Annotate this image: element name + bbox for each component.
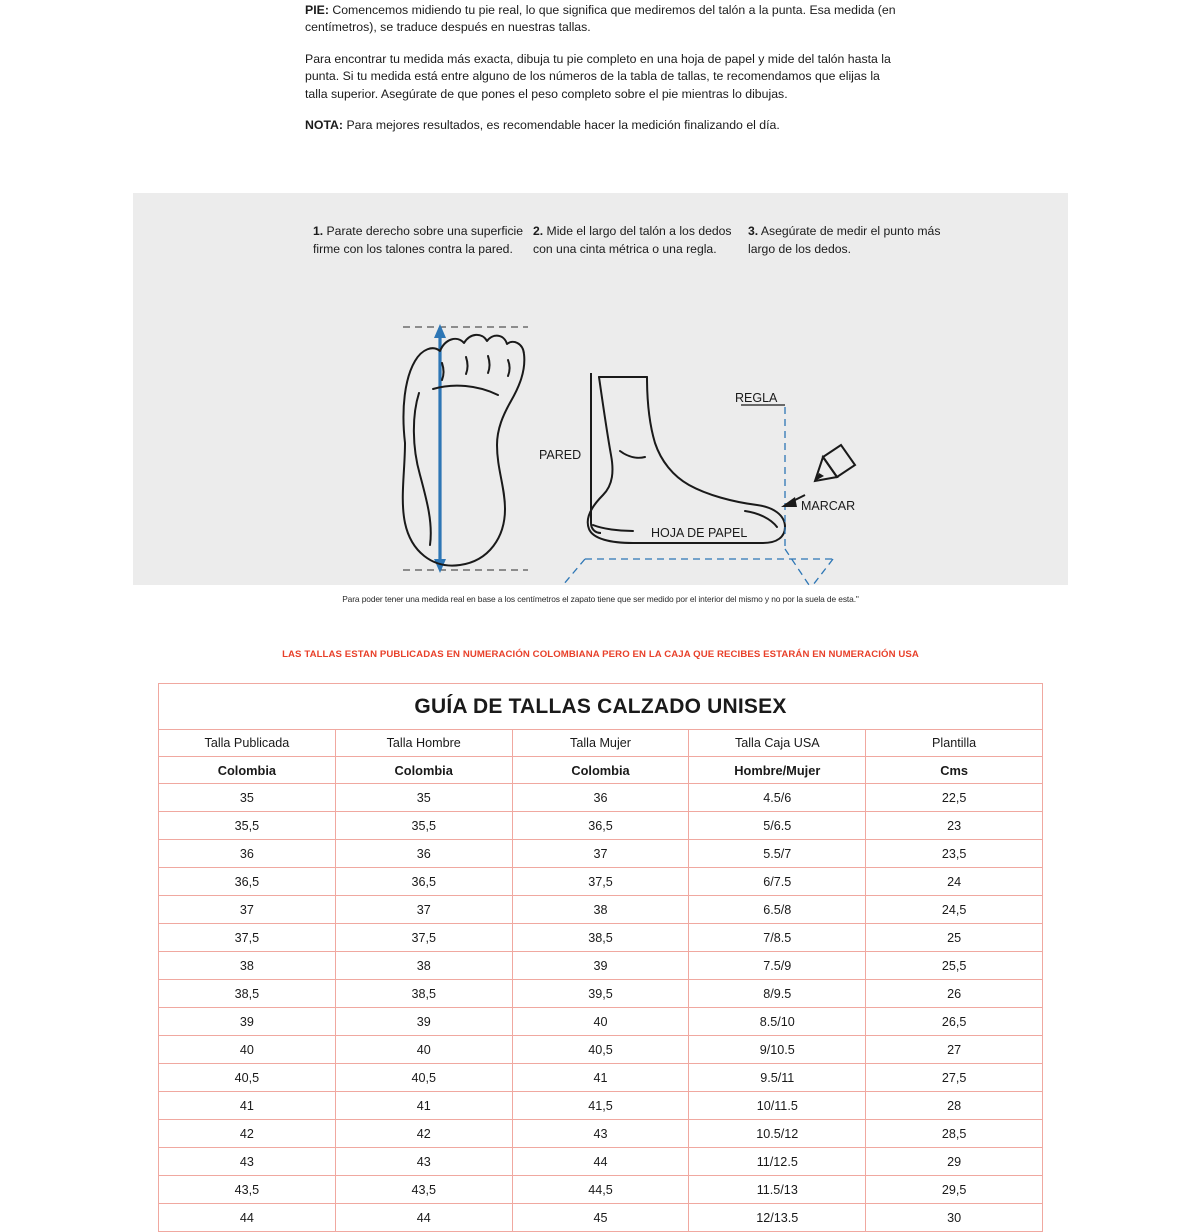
table-cell: 39 — [159, 1008, 336, 1036]
table-cell: 36,5 — [159, 868, 336, 896]
table-cell: 43,5 — [159, 1176, 336, 1204]
table-cell: 39 — [512, 952, 689, 980]
table-cell: 36 — [159, 840, 336, 868]
table-cell: 25 — [866, 924, 1043, 952]
table-cell: 28 — [866, 1092, 1043, 1120]
subheader-colombia-1: Colombia — [159, 757, 336, 784]
table-cell: 35,5 — [159, 812, 336, 840]
table-row — [159, 868, 1043, 896]
intro-label-pie: PIE: — [305, 3, 329, 17]
table-cell: 40 — [335, 1036, 512, 1064]
table-cell: 42 — [335, 1120, 512, 1148]
table-cell: 12/13.5 — [689, 1204, 866, 1232]
intro-paragraph-3-text: Para mejores resultados, es recomendable hacer la medición finalizando el día. — [343, 118, 780, 133]
illustration-panel — [133, 193, 1068, 585]
table-cell: 26,5 — [866, 1008, 1043, 1036]
table-cell: 24 — [866, 868, 1043, 896]
table-row — [159, 840, 1043, 868]
table-header-row-sub — [159, 757, 1043, 784]
table-cell: 43 — [335, 1148, 512, 1176]
subheader-colombia-3: Colombia — [512, 757, 689, 784]
table-cell: 44 — [335, 1204, 512, 1232]
table-cell: 11.5/13 — [689, 1176, 866, 1204]
step-number-1: 1. — [313, 224, 324, 238]
table-cell: 4.5/6 — [689, 784, 866, 812]
table-row — [159, 1092, 1043, 1120]
table-cell: 39,5 — [512, 980, 689, 1008]
table-cell: 43,5 — [335, 1176, 512, 1204]
table-cell: 38,5 — [512, 924, 689, 952]
table-cell: 40,5 — [512, 1036, 689, 1064]
table-cell: 30 — [866, 1204, 1043, 1232]
table-cell: 37 — [512, 840, 689, 868]
table-cell: 11/12.5 — [689, 1148, 866, 1176]
table-cell: 7.5/9 — [689, 952, 866, 980]
subheader-colombia-2: Colombia — [335, 757, 512, 784]
table-cell: 28,5 — [866, 1120, 1043, 1148]
table-title: GUÍA DE TALLAS CALZADO UNISEX — [159, 684, 1043, 730]
table-row — [159, 980, 1043, 1008]
header-plantilla: Plantilla — [866, 730, 1043, 757]
paper-dashed-line — [563, 559, 833, 585]
step-text-2: Mide el largo del talón a los dedos con una cinta métrica o una regla. — [533, 224, 732, 256]
header-talla-mujer: Talla Mujer — [512, 730, 689, 757]
label-marcar: MARCAR — [801, 499, 856, 513]
table-row — [159, 1120, 1043, 1148]
table-cell: 29 — [866, 1148, 1043, 1176]
numbering-notice: LAS TALLAS ESTAN PUBLICADAS EN NUMERACIÓN COLOMBIANA PERO EN LA CAJA QUE RECIBES ESTARÁN EN NUMERACIÓN USA — [282, 649, 919, 660]
table-cell: 44 — [159, 1204, 336, 1232]
table-cell: 45 — [512, 1204, 689, 1232]
intro-paragraph-3 — [305, 117, 905, 134]
table-cell: 43 — [512, 1120, 689, 1148]
table-row — [159, 812, 1043, 840]
table-row — [159, 784, 1043, 812]
table-row — [159, 1036, 1043, 1064]
table-cell: 23 — [866, 812, 1043, 840]
table-cell: 43 — [159, 1148, 336, 1176]
table-cell: 37,5 — [159, 924, 336, 952]
table-cell: 39 — [335, 1008, 512, 1036]
table-cell: 40 — [159, 1036, 336, 1064]
size-table — [158, 683, 1043, 1232]
table-cell: 22,5 — [866, 784, 1043, 812]
table-cell: 35 — [335, 784, 512, 812]
table-cell: 6/7.5 — [689, 868, 866, 896]
table-cell: 10.5/12 — [689, 1120, 866, 1148]
table-row — [159, 896, 1043, 924]
table-cell: 38 — [335, 952, 512, 980]
table-cell: 36,5 — [512, 812, 689, 840]
subheader-hombre-mujer: Hombre/Mujer — [689, 757, 866, 784]
step-number-3: 3. — [748, 224, 759, 238]
table-cell: 41 — [335, 1092, 512, 1120]
table-cell: 41 — [512, 1064, 689, 1092]
table-cell: 37,5 — [335, 924, 512, 952]
table-cell: 44 — [512, 1148, 689, 1176]
label-regla: REGLA — [735, 391, 778, 405]
table-cell: 8.5/10 — [689, 1008, 866, 1036]
table-cell: 25,5 — [866, 952, 1043, 980]
table-cell: 9.5/11 — [689, 1064, 866, 1092]
table-cell: 6.5/8 — [689, 896, 866, 924]
table-cell: 38,5 — [335, 980, 512, 1008]
table-cell: 44,5 — [512, 1176, 689, 1204]
table-cell: 37,5 — [512, 868, 689, 896]
table-row — [159, 1008, 1043, 1036]
table-cell: 5.5/7 — [689, 840, 866, 868]
table-cell: 5/6.5 — [689, 812, 866, 840]
table-cell: 36 — [512, 784, 689, 812]
table-row — [159, 1064, 1043, 1092]
table-cell: 38,5 — [159, 980, 336, 1008]
table-cell: 40,5 — [159, 1064, 336, 1092]
label-hoja-de-papel: HOJA DE PAPEL — [651, 526, 748, 540]
label-pared: PARED — [539, 448, 582, 462]
table-title-row — [159, 684, 1043, 730]
step-text-1: Parate derecho sobre una superficie firme con los talones contra la pared. — [313, 224, 524, 256]
table-cell: 37 — [159, 896, 336, 924]
intro-paragraph-1 — [305, 2, 905, 37]
ruler-dashed-line — [785, 407, 809, 585]
step-text-3: Asegúrate de medir el punto más largo de los dedos. — [748, 224, 941, 256]
table-cell: 7/8.5 — [689, 924, 866, 952]
subheader-cms: Cms — [866, 757, 1043, 784]
table-cell: 35 — [159, 784, 336, 812]
table-cell: 41 — [159, 1092, 336, 1120]
table-cell: 27 — [866, 1036, 1043, 1064]
table-cell: 40 — [512, 1008, 689, 1036]
table-cell: 38 — [159, 952, 336, 980]
header-talla-hombre: Talla Hombre — [335, 730, 512, 757]
table-cell: 35,5 — [335, 812, 512, 840]
table-cell: 8/9.5 — [689, 980, 866, 1008]
table-cell: 38 — [512, 896, 689, 924]
table-cell: 42 — [159, 1120, 336, 1148]
table-cell: 36 — [335, 840, 512, 868]
table-cell: 23,5 — [866, 840, 1043, 868]
foot-outline-icon — [403, 335, 525, 566]
pencil-icon — [815, 445, 855, 481]
step-number-2: 2. — [533, 224, 544, 238]
intro-label-nota: NOTA: — [305, 118, 344, 133]
measurement-diagram — [133, 193, 1068, 585]
table-cell: 40,5 — [335, 1064, 512, 1092]
table-cell: 36,5 — [335, 868, 512, 896]
footprint-measure-arrow — [434, 324, 446, 573]
table-row — [159, 1148, 1043, 1176]
header-talla-caja-usa: Talla Caja USA — [689, 730, 866, 757]
table-row — [159, 1176, 1043, 1204]
table-cell: 10/11.5 — [689, 1092, 866, 1120]
table-cell: 26 — [866, 980, 1043, 1008]
table-cell: 27,5 — [866, 1064, 1043, 1092]
header-talla-publicada: Talla Publicada — [159, 730, 336, 757]
intro-text-block — [305, 0, 905, 149]
table-row — [159, 924, 1043, 952]
table-row — [159, 1204, 1043, 1232]
size-table-wrapper — [158, 683, 1043, 1232]
table-cell: 37 — [335, 896, 512, 924]
table-row — [159, 952, 1043, 980]
table-cell: 41,5 — [512, 1092, 689, 1120]
table-cell: 9/10.5 — [689, 1036, 866, 1064]
table-cell: 29,5 — [866, 1176, 1043, 1204]
table-cell: 24,5 — [866, 896, 1043, 924]
intro-paragraph-1-text: Comencemos midiendo tu pie real, lo que significa que mediremos del talón a la punta. Esa medida (en centímetros), se traduce después en nuestras tallas. — [305, 3, 896, 35]
intro-paragraph-2: Para encontrar tu medida más exacta, dibuja tu pie completo en una hoja de papel y mide del talón hasta la punta. Si tu medida está entre alguno de los números de la tabla de tallas, te recomendamos que elijas la talla superior. Asegúrate de que pones el peso completo sobre el pie mientras lo dibujas. — [305, 51, 891, 101]
table-header-row-top — [159, 730, 1043, 757]
panel-caption: Para poder tener una medida real en base a los centímetros el zapato tiene que ser medido por el interior del mismo y no por la suela de esta." — [342, 594, 859, 604]
